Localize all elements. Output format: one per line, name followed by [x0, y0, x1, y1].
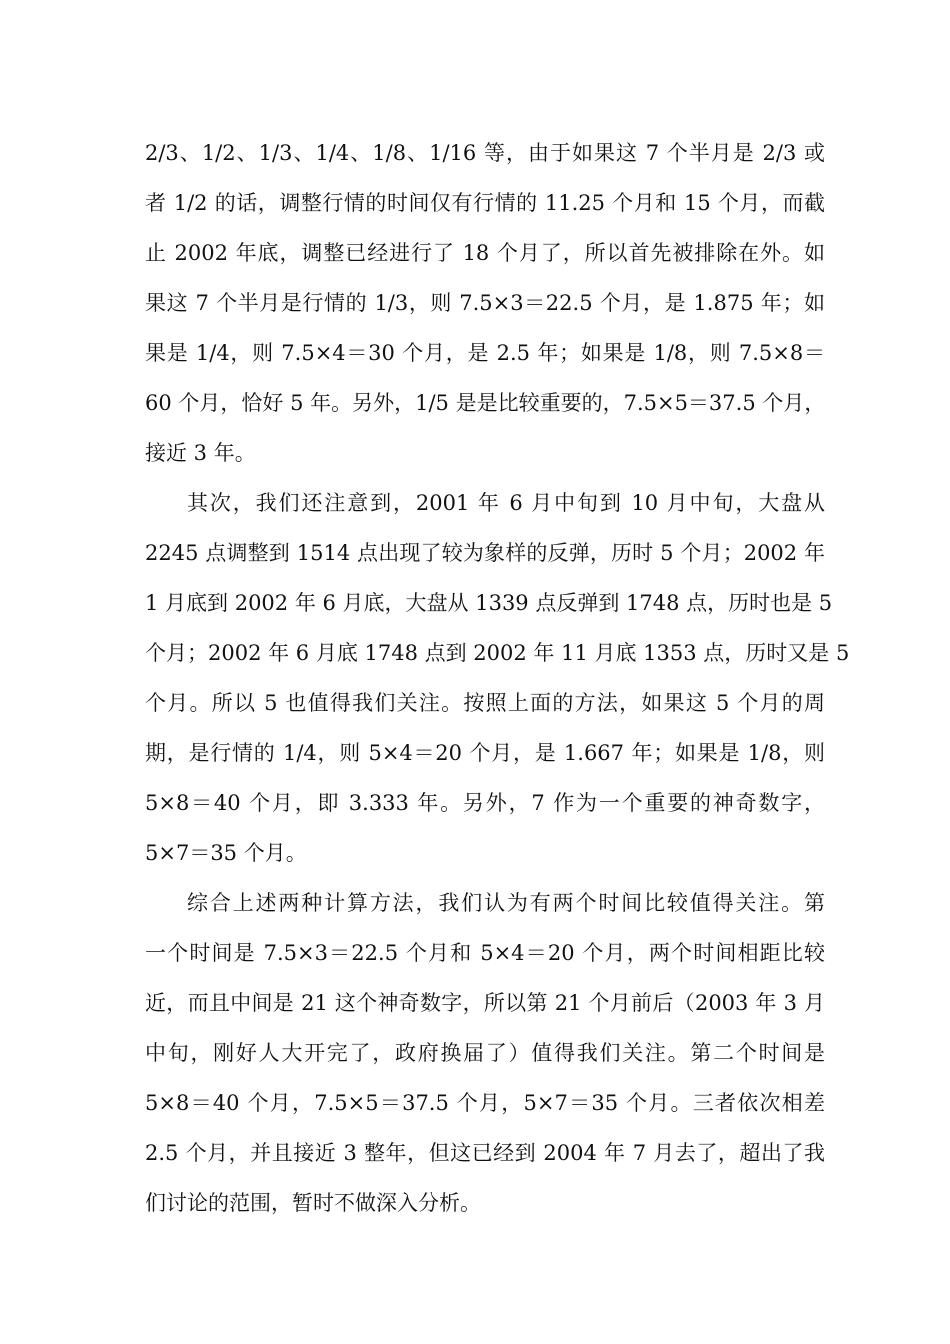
paragraph-1 [145, 128, 825, 478]
text-line: 5×7＝35 个月。 [145, 841, 307, 865]
document-page [145, 128, 850, 1228]
text-line: 们讨论的范围，暂时不做深入分析。 [145, 1191, 481, 1215]
text-line: 个月。所以 5 也值得我们关注。按照上面的方法，如果这 5 个月的周 [145, 691, 825, 715]
text-line: 止 2002 年底，调整已经进行了 18 个月了，所以首先被排除在外。如 [145, 241, 825, 265]
text-line: 期，是行情的 1/4，则 5×4＝20 个月，是 1.667 年；如果是 1/8，则 [145, 741, 825, 765]
text-line: 一个时间是 7.5×3＝22.5 个月和 5×4＝20 个月，两个时间相距比较 [145, 941, 825, 965]
text-line: 近，而且中间是 21 这个神奇数字，所以第 21 个月前后（2003 年 3 月 [145, 991, 825, 1015]
text-line: 5×8＝40 个月，即 3.333 年。另外，7 作为一个重要的神奇数字， [145, 791, 825, 815]
text-line: 个月；2002 年 6 月底 1748 点到 2002 年 11 月底 1353 点，历时又是 5 [145, 641, 850, 665]
text-line: 接近 3 年。 [145, 441, 256, 465]
text-line: 1 月底到 2002 年 6 月底，大盘从 1339 点反弹到 1748 点，历时也是 5 [145, 591, 833, 615]
text-line: 者 1/2 的话，调整行情的时间仅有行情的 11.25 个月和 15 个月，而截 [145, 191, 825, 215]
text-line: 果这 7 个半月是行情的 1/3，则 7.5×3＝22.5 个月，是 1.875 年；如 [145, 291, 825, 315]
text-line: 2.5 个月，并且接近 3 整年，但这已经到 2004 年 7 月去了，超出了我 [145, 1141, 825, 1165]
text-line: 综合上述两种计算方法，我们认为有两个时间比较值得关注。第 [187, 891, 825, 915]
text-line: 2245 点调整到 1514 点出现了较为象样的反弹，历时 5 个月；2002 年 [145, 541, 825, 565]
text-line: 中旬，刚好人大开完了，政府换届了）值得我们关注。第二个时间是 [145, 1041, 825, 1065]
text-line: 其次，我们还注意到，2001 年 6 月中旬到 10 月中旬，大盘从 [187, 491, 825, 515]
paragraph-2 [145, 478, 850, 878]
paragraph-3 [145, 878, 825, 1228]
text-line: 60 个月，恰好 5 年。另外，1/5 是是比较重要的，7.5×5＝37.5 个月， [145, 391, 826, 415]
text-line: 5×8＝40 个月，7.5×5＝37.5 个月，5×7＝35 个月。三者依次相差 [145, 1091, 825, 1115]
text-line: 果是 1/4，则 7.5×4＝30 个月，是 2.5 年；如果是 1/8，则 7.5×8＝ [145, 341, 825, 365]
text-line: 2/3、1/2、1/3、1/4、1/8、1/16 等，由于如果这 7 个半月是 2/3 或 [145, 141, 825, 165]
